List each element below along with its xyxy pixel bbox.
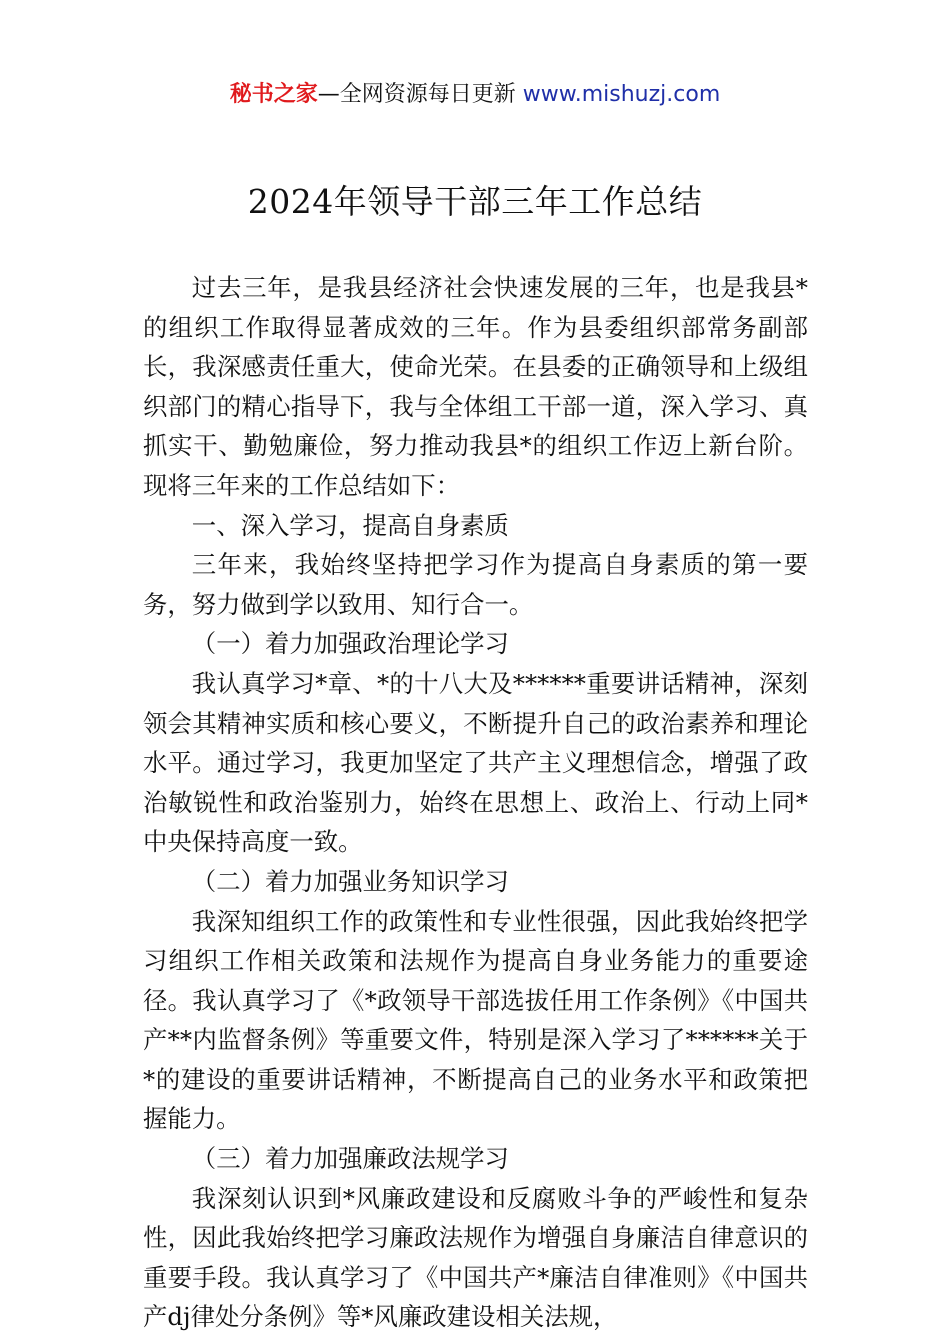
site-tagline: —全网资源每日更新 [317,82,523,107]
document-title: 2024年领导干部三年工作总结 [247,182,703,221]
subsection-paragraph-3: 我深刻认识到*风廉政建设和反腐败斗争的严峻性和复杂性，因此我始终把学习廉政法规作为增强自身廉洁自律意识的重要手段。我认真学习了《中国共产*廉洁自律准则》《中国共产dj律处分条例》等*风廉政建设相关法规， [143,1183,808,1332]
subsection-paragraph-1: 我认真学习*章、*的十八大及******重要讲话精神，深刻领会其精神实质和核心要义，不断提升自己的政治素养和理论水平。通过学习，我更加坚定了共产主义理想信念，增强了政治敏锐性和政治鉴别力，始终在思想上、政治上、行动上同*中央保持高度一致。 [143,668,808,857]
subsection-paragraph-2: 我深知组织工作的政策性和专业性很强，因此我始终把学习组织工作相关政策和法规作为提高自身业务能力的重要途径。我认真学习了《*政领导干部选拔任用工作条例》《中国共产**内监督条例》等重要文件，特别是深入学习了******关于*的建设的重要讲话精神，不断提高自己的业务水平和政策把握能力。 [143,906,808,1134]
subsection-heading-1: （一）着力加强政治理论学习 [191,629,509,659]
subsection-heading-3: （三）着力加强廉政法规学习 [191,1144,509,1174]
subsection-heading-2: （二）着力加强业务知识学习 [191,866,509,896]
section-paragraph: 三年来，我始终坚持把学习作为提高自身素质的第一要务，努力做到学以致用、知行合一。 [143,550,808,619]
intro-paragraph: 过去三年，是我县经济社会快速发展的三年，也是我县*的组织工作取得显著成效的三年。作为县委组织部常务副部长，我深感责任重大，使命光荣。在县委的正确领导和上级组织部门的精心指导下，我与全体组工干部一道，深入学习、真抓实干、勤勉廉俭，努力推动我县*的组织工作迈上新台阶。现将三年来的工作总结如下： [143,273,808,500]
section-heading-1: 一、深入学习，提高自身素质 [191,510,509,540]
document-body [143,268,808,1337]
site-brand: 秘书之家 [229,82,318,107]
site-header [0,78,950,112]
site-url-link[interactable]: www.mishuzj.com [522,82,721,107]
